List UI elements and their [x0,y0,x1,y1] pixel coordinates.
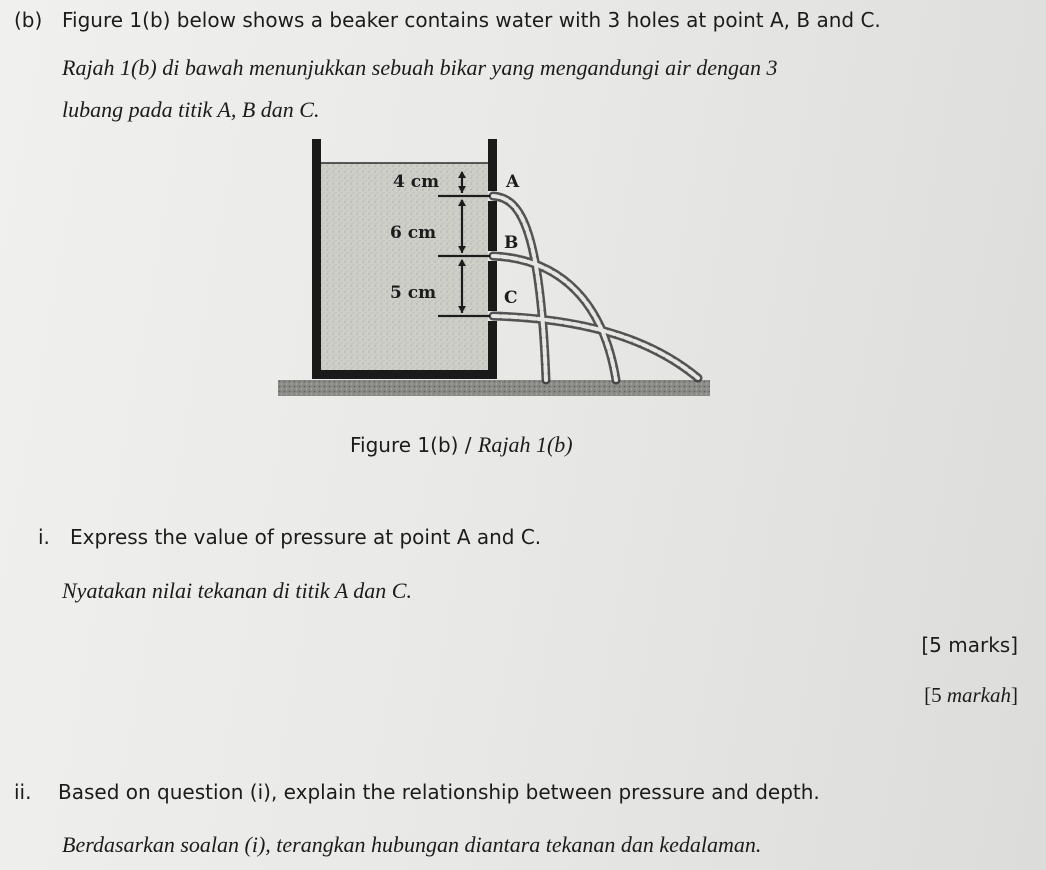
question-text-malay-line-2: lubang pada titik A, B dan C. [62,97,320,122]
part-i-text-malay: Nyatakan nilai tekanan di titik A dan C. [62,578,412,603]
point-label-b: B [504,233,519,253]
figure-caption [350,432,573,458]
point-label-a: A [506,172,520,192]
beaker-right-wall-bottom [488,321,497,379]
question-text-english: Figure 1(b) below shows a beaker contains water with 3 holes at point A, B and C. [62,8,881,32]
marks-malay-open: [5 [924,683,947,707]
point-label-c: C [504,288,518,308]
beaker-right-wall-top [488,139,497,191]
marks-malay [924,683,1018,708]
marks-malay-word: markah [946,683,1011,707]
figure-caption-english: Figure 1(b) / [350,433,478,457]
part-ii-label: ii. [14,780,32,804]
depth-label-b: 6 cm [390,223,437,243]
depth-label-c: 5 cm [390,283,437,303]
ground-surface [278,380,710,396]
part-i-text-english: Express the value of pressure at point A and C. [70,525,542,549]
part-ii-text-english: Based on question (i), explain the relationship between pressure and depth. [58,780,820,804]
part-i-label: i. [38,525,50,549]
beaker-base [312,370,497,379]
jet-from-c [493,316,698,378]
question-text-malay-line-1: Rajah 1(b) di bawah menunjukkan sebuah bikar yang mengandungi air dengan 3 [62,55,778,80]
marks-english: [5 marks] [921,633,1018,657]
beaker-right-wall-middle [488,201,497,251]
beaker-figure [278,135,718,405]
figure-caption-malay: Rajah 1(b) [477,432,573,457]
depth-label-a: 4 cm [393,172,440,192]
part-ii-text-malay: Berdasarkan soalan (i), terangkan hubungan diantara tekanan dan kedalaman. [62,832,762,857]
beaker-left-wall [312,139,321,379]
beaker-right-wall-lower [488,261,497,311]
marks-malay-close: ] [1011,683,1018,707]
question-label: (b) [14,8,43,32]
